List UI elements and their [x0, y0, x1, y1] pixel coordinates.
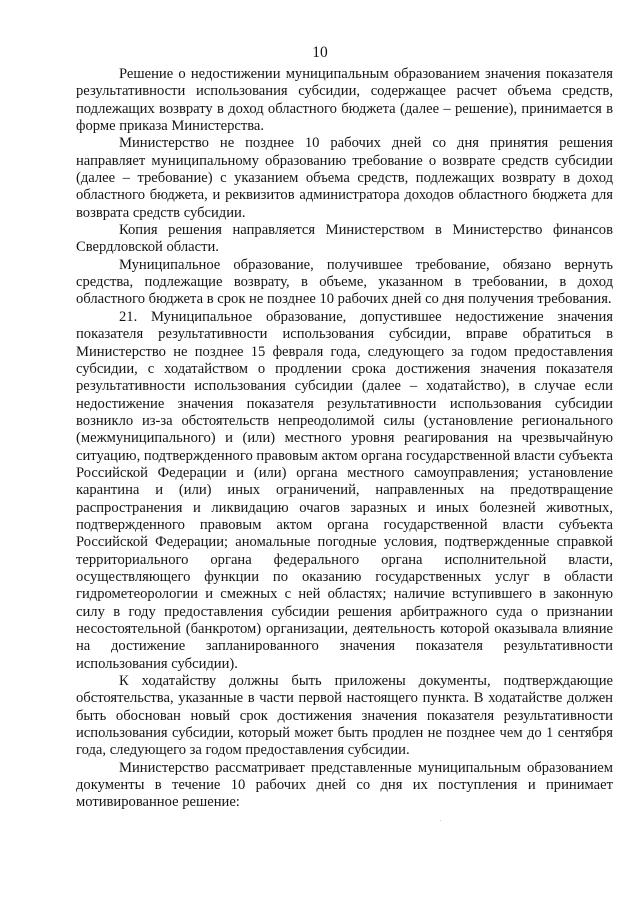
document-body — [76, 66, 613, 812]
scan-speck — [440, 820, 441, 821]
paragraph-obligation-to-return: Муниципальное образование, получившее требование, обязано вернуть средства, подлежащие возврату, в объеме, указанном в требовании, в доход областного бюджета в срок не позднее 10 рабочих дней со дня получения требования. — [76, 256, 613, 308]
paragraph-ministry-review: Министерство рассматривает представленные муниципальным образованием документы в течение 10 рабочих дней со дня их поступления и принимает мотивированное решение: — [76, 759, 613, 811]
paragraph-refund-demand: Министерство не позднее 10 рабочих дней со дня принятия решения направляет муниципальному образованию требование о возврате средств субсидии (далее – требование) с указанием объема средств, подлежащих возврату в доход областного бюджета, и реквизитов администратора доходов областного бюджета для возврата средств субсидии. — [76, 135, 613, 221]
paragraph-decision-form: Решение о недостижении муниципальным образованием значения показателя результативности использования субсидии, содержащее расчет объема средств, подлежащих возврату в доход областного бюджета (далее – решение), принимается в форме приказа Министерства. — [76, 66, 613, 135]
paragraph-item-21: 21. Муниципальное образование, допустившее недостижение значения показателя результативности использования субсидии, вправе обратиться в Министерство не позднее 15 февраля года, следующего за годом предоставления субсидии, с ходатайством о продлении срока достижения значения показателя результативности использования субсидии (далее – ходатайство), в случае если недостижение значения показателя результативности использования субсидии возникло из-за обстоятельств непреодолимой силы (установление регионального (межмуниципального) и (или) местного уровня реагирования на чрезвычайную ситуацию, подтвержденного правовым актом органа государственной власти субъекта Российской Федерации и (или) органа местного самоуправления; установление карантина и (или) иных ограничений, направленных на предотвращение распространения и ликвидацию очагов заразных и иных болезней животных, подтвержденного правовым актом органа государственной власти субъекта Российской Федерации; аномальные погодные условия, подтвержденные справкой территориального органа федерального органа исполнительной власти, осуществляющего функции по оказанию государственных услуг в области гидрометеорологии и смежных с ней областях; наличие вступившего в законную силу в году предоставления субсидии решения арбитражного суда о признании несостоятельной (банкротом) организации, деятельность которой оказывала влияние на достижение запланированного значения показателя результативности использования субсидии). — [76, 308, 613, 672]
paragraph-copy-to-finance: Копия решения направляется Министерством в Министерство финансов Свердловской области. — [76, 222, 613, 256]
page-number: 10 — [312, 44, 328, 61]
paragraph-attached-documents: К ходатайству должны быть приложены документы, подтверждающие обстоятельства, указанные в части первой настоящего пункта. В ходатайстве должен быть обоснован новый срок достижения значения показателя результативности использования субсидии, который может быть продлен не позднее чем до 1 сентября года, следующего за годом предоставления субсидии. — [76, 673, 613, 759]
